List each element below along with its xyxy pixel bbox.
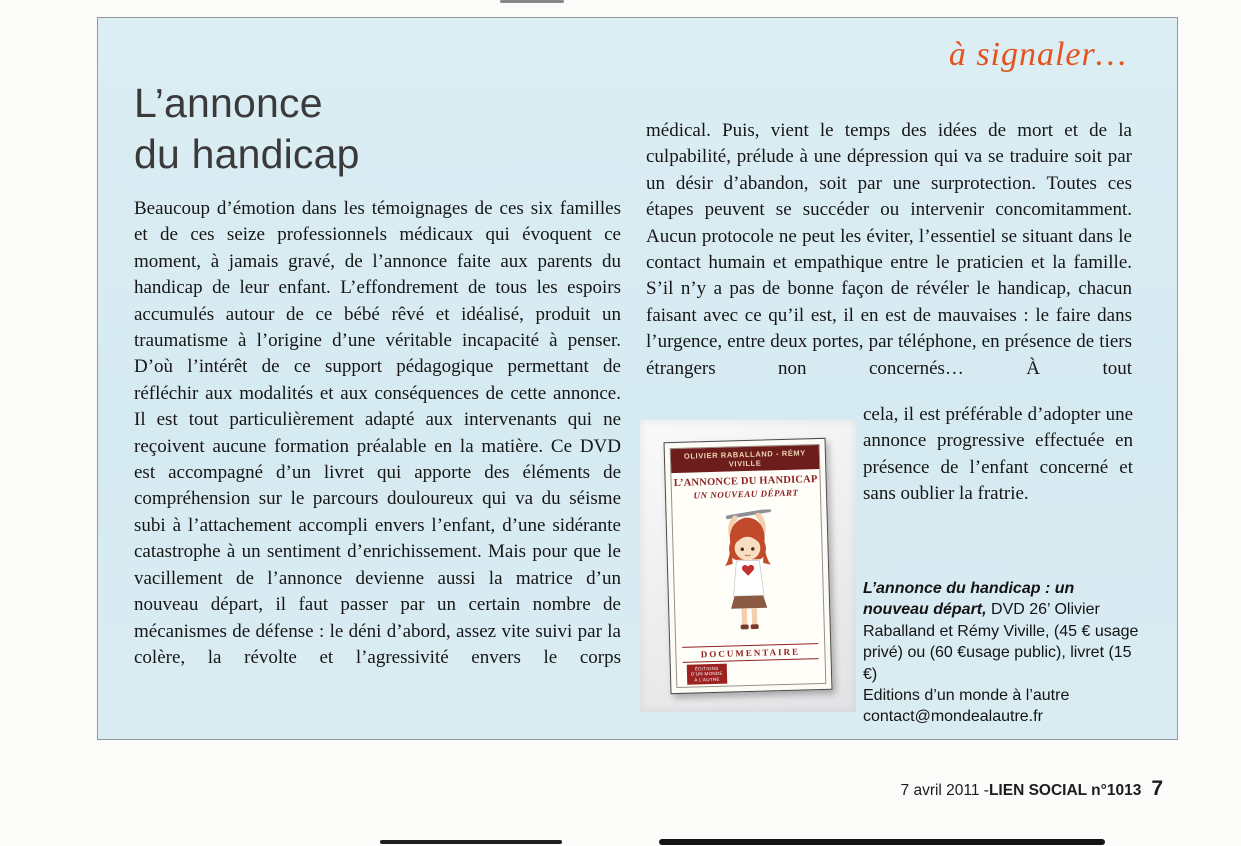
- footer-journal-issue: LIEN SOCIAL n°1013: [988, 782, 1142, 799]
- scan-artifact-bottom-left: [380, 840, 562, 844]
- article-title-line2: du handicap: [134, 131, 360, 177]
- dvd-title: L’ANNONCE DU HANDICAP: [673, 474, 818, 490]
- article-column-right: médical. Puis, vient le temps des idées de mort et de la culpabilité, prélude à une dépression qui va se traduire soit par un désir d’abandon, soit par une surprotection. Toutes ces étapes peuvent se succéder ou intervenir concomitamment. Aucun protocole ne peut les éviter, l’essentiel se situant dans le contact humain et empathique entre le praticien et la famille. S’il n’y a pas de bonne façon de révéler le handicap, chacun faisant avec ce qu’il est, il en est de mauvaises : le faire dans l’urgence, entre deux portes, par téléphone, en présence de tiers étrangers non concernés… À tout: [646, 120, 1132, 379]
- page-footer: [901, 777, 1163, 801]
- publisher-logo-row: [677, 659, 826, 687]
- publisher-logo-line1: ÉDITIONS: [694, 665, 719, 672]
- caption-text: [863, 578, 1139, 685]
- caption-contact-email: contact@mondealautre.fr: [863, 708, 1043, 726]
- dvd-genre: DOCUMENTAIRE: [682, 643, 818, 663]
- caption-publisher: Editions d’un monde à l’autre: [863, 687, 1070, 705]
- caption-title: L’annonce du handicap : un nouveau départ,: [863, 580, 1075, 619]
- article-panel: [97, 17, 1178, 740]
- dvd-authors: OLIVIER RABALLAND - RÉMY VIVILLE: [671, 445, 820, 473]
- article-column-right-wrapped: cela, il est préférable d’adopter une annonce progressive effectuée en présence de l’enfant concerné et sans oublier la fratrie.: [863, 404, 1133, 505]
- scan-artifact-bottom-right: [659, 839, 1105, 845]
- publisher-logo-line2: D’UN MONDE: [690, 670, 723, 677]
- caption-details: DVD 26’ Olivier Raballand et Rémy Viville, (45 € usage privé) ou (60 €usage public), livret (15 €): [863, 601, 1139, 683]
- footer-date: 7 avril 2011 -: [900, 782, 989, 799]
- dvd-illustration-girl: [672, 497, 824, 647]
- dvd-cover-inner: [670, 444, 827, 688]
- article-title-line1: L’annonce: [134, 80, 323, 126]
- article-column-left: Beaucoup d’émotion dans les témoignages de ces six familles et de ces seize professionnels médicaux qui évoquent ce moment, à jamais gravé, de l’annonce faite aux parents du handicap de leur enfant. L’effondrement de tous les espoirs accumulés autour de ce bébé rêvé et idéalisé, produit un traumatisme à l’origine d’une véritable incapacité à penser. D’où l’intérêt de ce support pédagogique permettant de réfléchir aux modalités et aux conséquences de cette annonce. Il est tout particulièrement adapté aux intervenants qui ne reçoivent aucune formation préalable en la matière. Ce DVD est accompagné d’un livret qui apporte des éléments de compréhension sur le parcours douloureux qui va du séisme subi à l’attachement accompli envers l’enfant, d’une sidérante catastrophe à un sentiment d’enrichissement. Mais pour que le vacillement de l’annonce devienne aussi la matrice d’un nouveau départ, il faut passer par un certain nombre de mécanismes de défense : le déni d’abord, assez vite suivi par la colère, la révolte et l’agressivité envers le corps: [134, 198, 621, 668]
- section-tag: à signaler…: [948, 36, 1127, 73]
- scan-artifact-top: [500, 0, 564, 3]
- footer-page-number: 7: [1151, 777, 1163, 800]
- dvd-caption: [863, 578, 1139, 728]
- publisher-logo: [687, 663, 727, 685]
- publisher-logo-line3: À L’AUTRE: [694, 676, 720, 683]
- dvd-subtitle: UN NOUVEAU DÉPART: [693, 487, 799, 501]
- dvd-cover-photo: [640, 420, 856, 712]
- article-title: [134, 78, 360, 180]
- dvd-case: [664, 438, 833, 694]
